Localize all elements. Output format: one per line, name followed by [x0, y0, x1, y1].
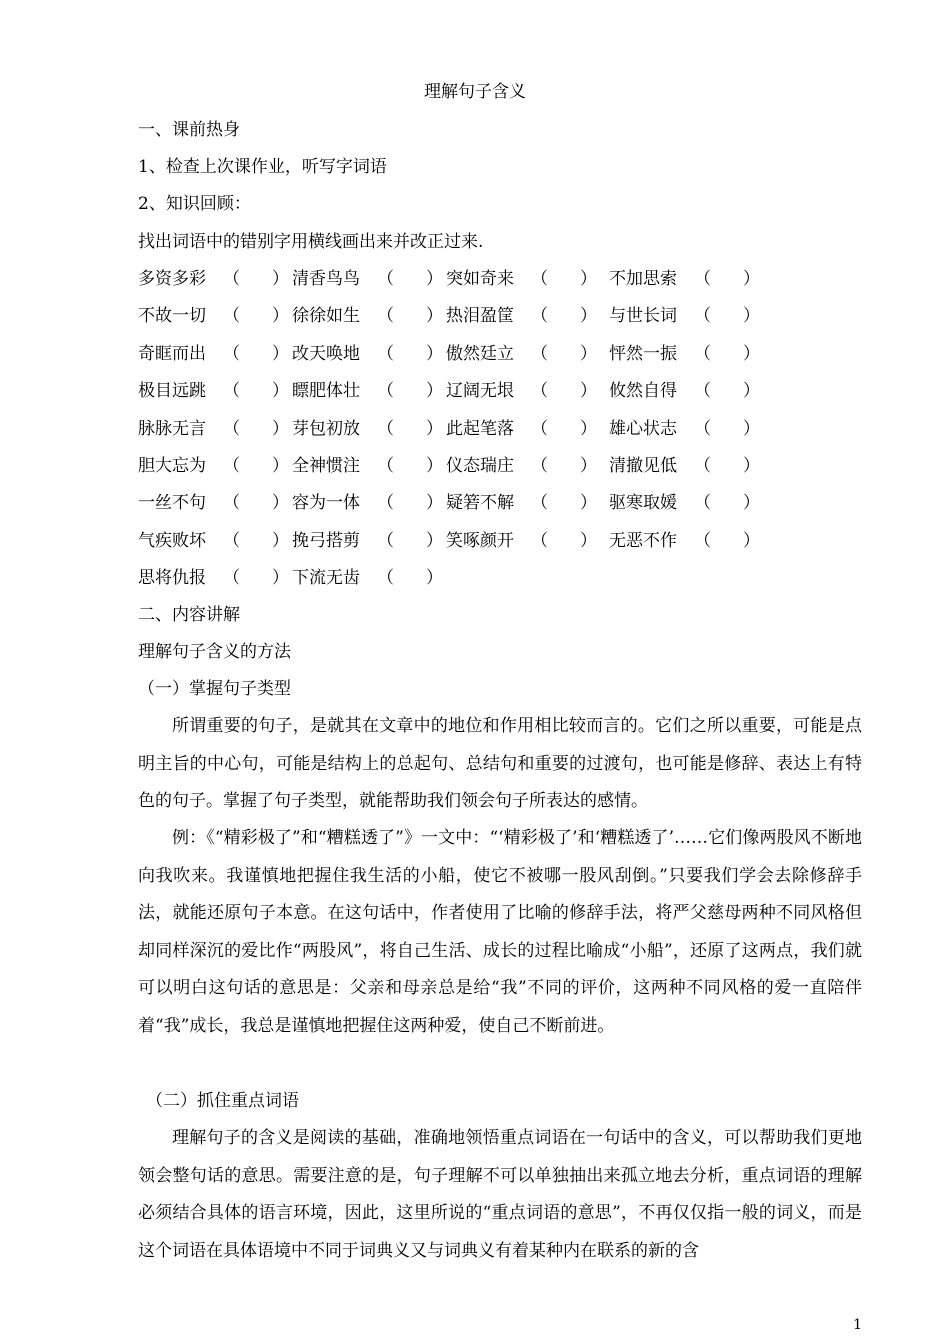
page-title: 理解句子含义	[424, 82, 526, 102]
exercise-word: 气疾败坏	[138, 530, 206, 551]
answer-paren-close: ）	[426, 530, 443, 551]
answer-paren-open: （	[377, 269, 394, 289]
answer-paren-open: （	[377, 343, 394, 364]
exercise-word: 辽阔无垠	[446, 381, 514, 402]
section1-heading: 一、课前热身	[138, 120, 240, 140]
subsection1-heading: （一）掌握句子类型	[138, 679, 291, 699]
exercise-word: 挽弓搭剪	[292, 530, 360, 551]
answer-paren-open: （	[694, 530, 711, 551]
answer-paren-close: ）	[580, 269, 597, 289]
exercise-word: 奇眶而出	[138, 343, 206, 364]
answer-paren-close: ）	[580, 418, 597, 439]
answer-paren-close: ）	[426, 306, 443, 327]
exercise-word: 雄心状志	[609, 418, 677, 439]
exercise-word: 瞟肥体壮	[292, 381, 360, 402]
answer-paren-open: （	[694, 418, 711, 439]
answer-paren-close: ）	[426, 456, 443, 476]
answer-paren-close: ）	[743, 456, 760, 476]
answer-paren-open: （	[223, 269, 240, 289]
instruction-text: 找出词语中的错别字用横线画出来并改正过来.	[138, 232, 484, 252]
answer-paren-close: ）	[426, 418, 443, 439]
exercise-word: 胆大忘为	[138, 456, 206, 476]
answer-paren-open: （	[531, 418, 548, 439]
answer-paren-open: （	[694, 456, 711, 476]
exercise-word: 脉脉无言	[138, 418, 206, 439]
answer-paren-open: （	[694, 343, 711, 364]
answer-paren-open: （	[531, 381, 548, 402]
answer-paren-close: ）	[272, 493, 289, 514]
answer-paren-close: ）	[272, 418, 289, 439]
paragraph-text: 所谓重要的句子，是就其在文章中的地位和作用相比较而言的。它们之所以重要，可能是点明主旨的中心句，可能是结构上的总起句、总结句和重要的过渡句，也可能是修辞、表达上有特色的句子。掌握了句子类型，就能帮助我们领会句子所表达的感情。	[138, 716, 862, 811]
answer-paren-open: （	[531, 269, 548, 289]
paragraph-text: 例：《“精彩极了”和“糟糕透了”》一文中：“‘精彩极了’和‘糟糕透了’……它们像两股风不断地向我吹来。我谨慎地把握住我生活的小船，使它不被哪一股风刮倒。”只要我们学会去除修辞手法，就能还原句子本意。在这句话中，作者使用了比喻的修辞手法，将严父慈母两种不同风格但却同样深沉的爱比作“两股风”，将自己生活、成长的过程比喻成“小船”，还原了这两点，我们就可以明白这句话的意思是：父亲和母亲总是给“我”不同的评价，这两种不同风格的爱一直陪伴着“我”成长，我总是谨慎地把握住这两种爱，使自己不断前进。	[138, 828, 862, 1036]
answer-paren-close: ）	[580, 381, 597, 402]
exercise-word: 疑箬不解	[446, 493, 514, 514]
exercise-word: 仪态瑞庄	[446, 456, 514, 476]
exercise-word: 徐徐如生	[292, 306, 360, 327]
exercise-word: 全神惯注	[292, 456, 360, 476]
answer-paren-close: ）	[426, 381, 443, 402]
answer-paren-close: ）	[743, 493, 760, 514]
answer-paren-close: ）	[272, 530, 289, 551]
exercise-word: 此起笔落	[446, 418, 514, 439]
method-title: 理解句子含义的方法	[138, 642, 291, 662]
answer-paren-open: （	[377, 306, 394, 327]
exercise-word: 清撤见低	[609, 456, 677, 476]
answer-paren-close: ）	[743, 418, 760, 439]
exercise-word: 芽包初放	[292, 418, 360, 439]
exercise-word: 改天唤地	[292, 343, 360, 364]
answer-paren-close: ）	[580, 456, 597, 476]
answer-paren-open: （	[694, 381, 711, 402]
answer-paren-open: （	[377, 530, 394, 551]
answer-paren-open: （	[223, 568, 240, 589]
exercise-word: 攸然自得	[609, 381, 677, 402]
exercise-word: 热泪盈筐	[446, 306, 514, 327]
answer-paren-close: ）	[426, 493, 443, 514]
answer-paren-open: （	[377, 381, 394, 402]
answer-paren-close: ）	[743, 530, 760, 551]
exercise-word: 不故一切	[138, 306, 206, 327]
answer-paren-close: ）	[743, 306, 760, 327]
answer-paren-open: （	[223, 530, 240, 551]
exercise-word: 无恶不作	[609, 530, 677, 551]
subsection2-paragraph-1	[138, 1120, 862, 1270]
exercise-word: 傲然廷立	[446, 343, 514, 364]
answer-paren-open: （	[694, 306, 711, 327]
exercise-word: 思将仇报	[138, 568, 206, 589]
answer-paren-close: ）	[272, 343, 289, 364]
paragraph-text: 理解句子的含义是阅读的基础，准确地领悟重点词语在一句话中的含义，可以帮助我们更地领会整句话的意思。需要注意的是，句子理解不可以单独抽出来孤立地去分析，重点词语的理解必须结合具体的语言环境，因此，这里所说的“重点词语的意思”，不再仅仅指一般的词义，而是这个词语在具体语境中不同于词典义又与词典义有着某种内在联系的新的含	[138, 1128, 862, 1261]
answer-paren-close: ）	[743, 381, 760, 402]
answer-paren-close: ）	[743, 269, 760, 289]
answer-paren-open: （	[223, 306, 240, 327]
exercise-word: 容为一体	[292, 493, 360, 514]
answer-paren-open: （	[531, 530, 548, 551]
exercise-word: 一丝不句	[138, 493, 206, 514]
page-number: 1	[853, 1317, 862, 1333]
item1-text: 1、检查上次课作业，听写字词语	[138, 157, 387, 177]
answer-paren-open: （	[377, 456, 394, 476]
item2-text: 2、知识回顾：	[138, 194, 251, 214]
answer-paren-close: ）	[426, 568, 443, 589]
exercise-word: 笑啄颜开	[446, 530, 514, 551]
answer-paren-open: （	[531, 343, 548, 364]
answer-paren-open: （	[377, 418, 394, 439]
answer-paren-open: （	[531, 456, 548, 476]
answer-paren-close: ）	[272, 568, 289, 589]
answer-paren-open: （	[694, 493, 711, 514]
answer-paren-close: ）	[580, 493, 597, 514]
answer-paren-close: ）	[580, 530, 597, 551]
answer-paren-open: （	[223, 456, 240, 476]
answer-paren-open: （	[223, 343, 240, 364]
subsection1-paragraph-1	[138, 708, 862, 821]
answer-paren-open: （	[223, 493, 240, 514]
answer-paren-open: （	[223, 418, 240, 439]
answer-paren-open: （	[531, 306, 548, 327]
exercise-word: 多资多彩	[138, 269, 206, 289]
answer-paren-close: ）	[743, 343, 760, 364]
answer-paren-open: （	[531, 493, 548, 514]
answer-paren-close: ）	[580, 306, 597, 327]
answer-paren-close: ）	[426, 343, 443, 364]
subsection1-paragraph-2	[138, 820, 862, 1045]
answer-paren-open: （	[377, 568, 394, 589]
exercise-word: 下流无齿	[292, 568, 360, 589]
answer-paren-close: ）	[272, 381, 289, 402]
answer-paren-close: ）	[580, 343, 597, 364]
exercise-word: 驱寒取媛	[609, 493, 677, 514]
answer-paren-open: （	[377, 493, 394, 514]
exercise-word: 与世长词	[609, 306, 677, 327]
subsection2-heading: （二）抓住重点词语	[146, 1091, 299, 1111]
exercise-word: 突如奇来	[446, 269, 514, 289]
exercise-word: 怦然一振	[609, 343, 677, 364]
exercise-word: 极目远跳	[138, 381, 206, 402]
answer-paren-open: （	[694, 269, 711, 289]
answer-paren-open: （	[223, 381, 240, 402]
section2-heading: 二、内容讲解	[138, 605, 240, 625]
exercise-word: 不加思索	[609, 269, 677, 289]
answer-paren-close: ）	[272, 456, 289, 476]
answer-paren-close: ）	[426, 269, 443, 289]
answer-paren-close: ）	[272, 269, 289, 289]
answer-paren-close: ）	[272, 306, 289, 327]
exercise-word: 清香鸟鸟	[292, 269, 360, 289]
